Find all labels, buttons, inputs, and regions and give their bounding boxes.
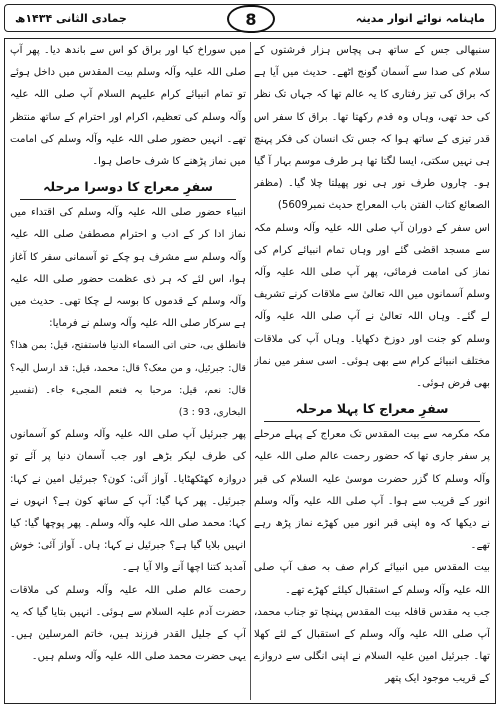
right-column [254,40,490,700]
section-heading-first-stage: سفرِ معراج کا پہلا مرحلہ [264,397,480,422]
section-heading-second-stage: سفرِ معراج کا دوسرا مرحلہ [20,175,236,200]
right-intro-paragraph-2: اس سفر کے دوران آپ صلی اللہ علیہ وآلہ وسلم مکہ سے مسجد اقصٰی گئے اور وہاں تمام انبیائے کرام کی نماز کی امامت فرمائی، پھر آپ صلی اللہ علیہ وآلہ وسلم آسمانوں میں اللہ تعالیٰ سے ملاقات کرنے تشریف لے گئے۔ وہاں اللہ تعالیٰ نے آپ صلی اللہ علیہ وآلہ وسلم کو جنت اور دوزخ دکھایا۔ وہاں آپ کی ملاقات مختلف انبیائے کرام سے بھی ہوئی۔ اسی سفر میں نماز بھی فرض ہوئی۔ [254,222,490,390]
right-intro-paragraph-1: سنبھالی جس کے ساتھ ہی پچاس ہزار فرشتوں کے سلام کی صدا سے آسمان گونج اٹھے۔ حدیث میں آیا ہے کہ براق کی تیز رفتاری کا یہ عالم تھا کہ جہاں تک نظر کی حد تھی، وہاں وہ قدم رکھتا تھا۔ براق کا سفر اس قدر تیزی کے ساتھ ہوا کہ جس تک انسان کی فکر پہنچ ہی نہیں سکتی، ایسا لگتا تھا ہر طرف موسم بہار آ گیا ہو۔ چاروں طرف نور ہی نور پھیلتا چلا گیا۔ (مظفر الصعائع کتاب الفتن باب المعراج حدیث نمبر5609) [254,45,490,212]
right-section-paragraph-3: جب یہ مقدس قافلہ بیت المقدس پہنچا تو جناب محمد، آپ صلی اللہ علیہ وآلہ وسلم کے استقبال کے لئے کھلا تھا۔ جبرئیل امین علیہ السلام نے اپنی انگلی سے دروازے کے قریب موجود ایک پتھر [254,606,490,685]
column-divider [250,42,251,700]
right-section-paragraph-1: مکہ مکرمہ سے بیت المقدس تک معراج کے پہلے مرحلے پر سفر جاری تھا کہ حضور رحمت عالم صلی اللہ علیہ وآلہ وسلم کا گزر حضرت موسیٰ علیہ السلام کی قبر انور کے قریب سے ہوا۔ آپ صلی اللہ علیہ وآلہ وسلم نے دیکھا کہ وہ اپنی قبر انور میں کھڑے نماز پڑھ رہے تھے۔ [254,429,490,552]
issue-date: جمادی الثانی ۱۴۳۴ھ [15,11,127,25]
left-section-paragraph-1: انبیاء حضور صلی اللہ علیہ وآلہ وسلم کی اقتداء میں نماز ادا کر کے ادب و احترام مصطفیٰ صلی اللہ علیہ وآلہ وسلم سے مشرف ہو چکے تو آسمانی سفر کا آغاز ہوا، اس لئے کہ ہر ذی عظمت حضور صلی اللہ علیہ وآلہ وسلم کے قدموں کا بوسہ لے چکا تھی۔ حدیث میں ہے سرکار صلی اللہ علیہ وآلہ وسلم نے فرمایا: [10,207,246,330]
left-column [10,40,246,700]
right-section-paragraph-2: بیت المقدس میں انبیائے کرام صف بہ صف آپ صلی اللہ علیہ وآلہ وسلم کے استقبال کیلئے کھڑے تھے۔ [254,562,490,596]
page-number-badge: 8 [227,5,275,33]
magazine-name: ماہنامہ نوائے انوار مدینہ [355,11,485,25]
left-closing-paragraph-1: پھر جبرئیل آپ صلی اللہ علیہ وآلہ وسلم کو آسمانوں کی طرف لیکر بڑھے اور جب آسمان دنیا پر آئے تو دروازہ کھٹکھٹایا۔ آواز آئی: کون؟ جبرئیل امین نے کہا: جبرئیل۔ پھر کہا گیا: آپ کے ساتھ کون ہے؟ انہوں نے کہا: محمد صلی اللہ علیہ وآلہ وسلم۔ پھر پوچھا گیا: کیا انہیں بلایا گیا ہے؟ جبرئیل نے کہا: ہاں۔ آواز آئی: خوش آمدید کتنا اچھا آنے والا آیا ہے۔ [10,429,246,574]
arabic-hadith-quote: فانطلق بی، حتی اتی السماء الدنیا فاستفتح، قیل: بمن ھذا؟ قال: جبرئیل، و من معک؟ قال: محمد، قیل: قد ارسل الیہ؟ قال: نعم، قیل: مرحبا بہ فنعم المجیء جاء۔ (تفسیر البخاری، 93 : 3) [10,340,246,419]
left-intro-paragraph-1: میں سوراخ کیا اور براق کو اس سے باندھ دیا۔ پھر آپ صلی اللہ علیہ وآلہ وسلم بیت المقدس میں داخل ہوئے تو تمام انبیائے کرام علیہم السلام آپ صلی اللہ علیہ وآلہ وسلم کی تعظیم، اکرام اور احترام کے ساتھ منتظر تھے۔ انہیں حضور صلی اللہ علیہ وآلہ وسلم کی امامت میں نماز پڑھنے کا شرف حاصل ہوا۔ [10,45,246,168]
left-closing-paragraph-2: رحمت عالم صلی اللہ علیہ وآلہ وسلم کی ملاقات حضرت آدم علیہ السلام سے ہوئی۔ انہیں بتایا گیا کہ یہ آپ کے جلیل القدر فرزند ہیں، خاتم المرسلین ہیں۔ یہی حضرت محمد صلی اللہ علیہ وآلہ وسلم ہیں۔ [10,584,246,663]
magazine-page [4,4,496,704]
